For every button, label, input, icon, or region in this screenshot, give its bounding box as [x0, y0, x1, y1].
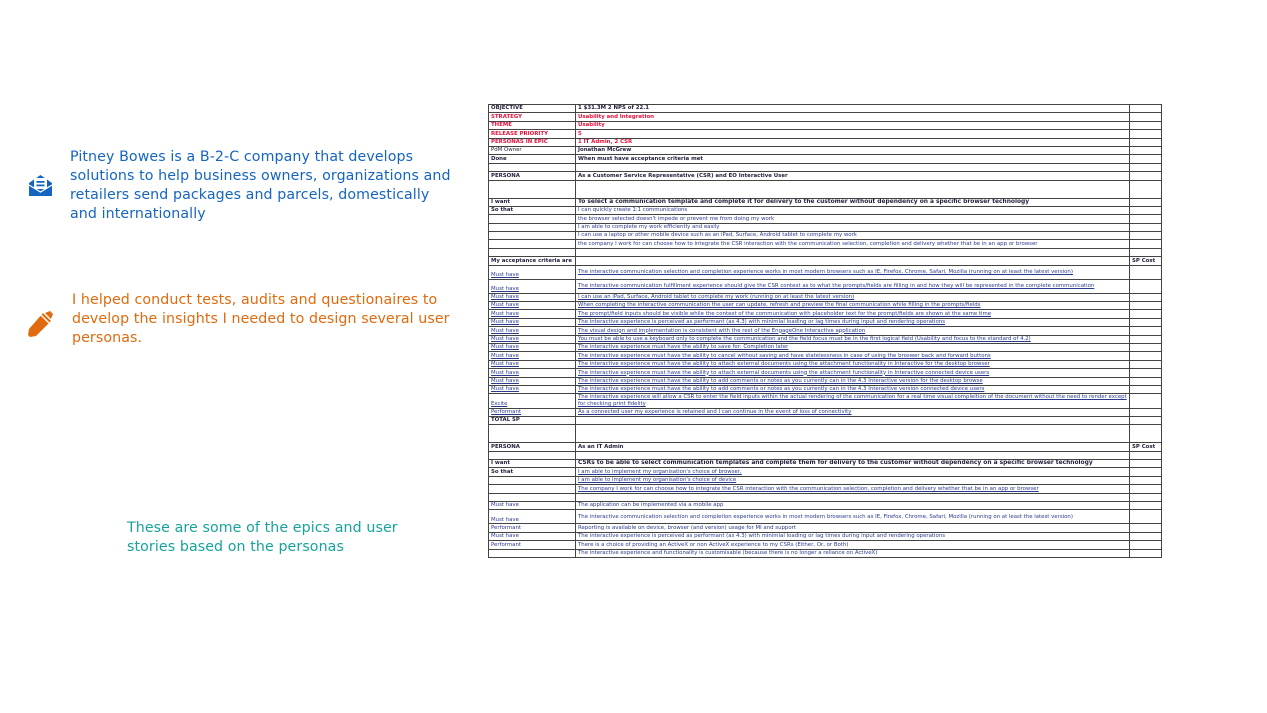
sheet-row-blank [489, 248, 1162, 256]
criteria-priority: Must have [489, 335, 576, 343]
criteria-priority: Must have [489, 327, 576, 335]
sp-cell [1130, 408, 1162, 416]
sheet-row-blank [489, 493, 1162, 501]
empty-cell [576, 493, 1130, 501]
sp-cell [1130, 385, 1162, 393]
empty-cell [576, 257, 1130, 265]
empty-cell [489, 425, 576, 443]
sheet-row-so-that [489, 468, 1162, 476]
criteria-text: The interactive communication selection and completion experience works in most modern browsers such as IE, Firefox, Chrome, Safari, Mozilla (running on at least the latest version) [576, 510, 1130, 524]
sp-cell [1130, 121, 1162, 129]
empty-cell [576, 180, 1130, 198]
sp-cell [1130, 360, 1162, 368]
criteria-priority: Performant [489, 408, 576, 416]
criteria-text: The interactive experience is perceived as performant (as 4.3) with minimial loading or lag times during input and rendering operations [576, 318, 1130, 326]
row-value: Usability [576, 121, 1130, 129]
criteria-text: There is a choice of providing an ActiveX or non ActiveX experience to my CSRs (Either, Or, or Both) [576, 541, 1130, 549]
criteria-row [489, 377, 1162, 385]
sheet-row-criteria-header [489, 257, 1162, 265]
empty-cell [1130, 232, 1162, 240]
empty-cell [489, 451, 576, 459]
empty-cell [576, 451, 1130, 459]
criteria-row [489, 318, 1162, 326]
criteria-row [489, 502, 1162, 510]
sp-cell [1130, 310, 1162, 318]
criteria-text: The interactive communication selection and completion experience works in most modern browsers such as IE, Firefox, Chrome, Safari, Mozilla (running on at least the latest version) [576, 265, 1130, 279]
empty-cell [576, 425, 1130, 443]
empty-cell [489, 493, 576, 501]
empty-cell [1130, 468, 1162, 476]
criteria-row [489, 385, 1162, 393]
row-value: 5 [576, 130, 1130, 138]
empty-cell [489, 485, 576, 493]
criteria-text: When completing the interactive communication the user can update, refresh and preview the final communication while filling in the prompts/fields [576, 302, 1130, 310]
criteria-text: Reporting is available on device, browser (and version) usage for MI and support [576, 524, 1130, 532]
row-label: So that [489, 206, 576, 214]
sheet-row-i-want [489, 198, 1162, 206]
sheet-row-blank [489, 163, 1162, 171]
criteria-row [489, 302, 1162, 310]
sheet-row-so-that [489, 485, 1162, 493]
row-label: OBJECTIVE [489, 105, 576, 113]
criteria-text: The interactive experience will allow a CSR to enter the field inputs within the actual rendering of the communication for a real time visual compleition of the document without the need to render except for checking print fidelity [576, 394, 1130, 408]
want-value: CSRs to be able to select communication templates and complete them for delivery to the customer without dependency on a specific browser technology [576, 460, 1130, 468]
sp-cell [1130, 155, 1162, 163]
criteria-priority: Must have [489, 310, 576, 318]
row-label: THEME [489, 121, 576, 129]
empty-cell [576, 416, 1130, 424]
criteria-text: The interactive experience must have the ability to save for: Completion later [576, 343, 1130, 351]
sp-cell [1130, 510, 1162, 524]
criteria-row [489, 343, 1162, 351]
row-label: PERSONA [489, 443, 576, 451]
criteria-text: The interactive experience is perceived as performant (as 4.3) with minimial loading or lag times during input and rendering operations [576, 532, 1130, 540]
criteria-priority: Must have [489, 318, 576, 326]
sp-cell [1130, 394, 1162, 408]
criteria-text: The interactive experience must have the ability to cancel without saving and have statelessness in case of using the broswer back and forward buttons [576, 352, 1130, 360]
sp-cell [1130, 172, 1162, 180]
criteria-priority [489, 549, 576, 557]
open-envelope-icon [27, 172, 54, 198]
criteria-priority: Must have [489, 510, 576, 524]
sheet-row-release-priority [489, 130, 1162, 138]
so-that-value: I can quickly create 1:1 communications [576, 206, 1130, 214]
criteria-row [489, 394, 1162, 408]
sp-cell [1130, 138, 1162, 146]
sp-cell [1130, 532, 1162, 540]
sp-cell [1130, 146, 1162, 154]
criteria-row [489, 541, 1162, 549]
row-value: 1 IT Admin, 2 CSR [576, 138, 1130, 146]
sp-cell [1130, 524, 1162, 532]
empty-cell [489, 232, 576, 240]
so-that-value: I am able to complete my work efficiently and easily [576, 223, 1130, 231]
criteria-row [489, 510, 1162, 524]
criteria-row [489, 408, 1162, 416]
empty-cell [1130, 425, 1162, 443]
empty-cell [489, 476, 576, 484]
criteria-priority: Must have [489, 385, 576, 393]
criteria-text: I can use an iPad, Surface, Android tablet to complete my work (running on at least the latest version) [576, 293, 1130, 301]
empty-cell [1130, 163, 1162, 171]
sheet-row-personas-in-epic [489, 138, 1162, 146]
sp-cell [1130, 293, 1162, 301]
empty-cell [489, 248, 576, 256]
sheet-row-so-that [489, 223, 1162, 231]
so-that-value: I can use a laptop or other mobile device such as an iPad, Surface, Android tablet to complete my work [576, 232, 1130, 240]
row-label: So that [489, 468, 576, 476]
sheet-row-so-that [489, 240, 1162, 248]
epic-user-story-sheet [488, 104, 1162, 558]
criteria-text: You must be able to use a keyboard only to complete the communication and the field focus must be in the first logical field (Usability and focus to the standard of 4.2) [576, 335, 1130, 343]
sp-cell [1130, 502, 1162, 510]
criteria-priority: Must have [489, 265, 576, 279]
sp-cell [1130, 335, 1162, 343]
criteria-row [489, 360, 1162, 368]
criteria-row [489, 265, 1162, 279]
criteria-row [489, 293, 1162, 301]
criteria-text: The prompt/field inputs should be visible while the context of the communication with placeholder text for the prompt/fields are shown at the same time [576, 310, 1130, 318]
criteria-priority: Must have [489, 352, 576, 360]
row-value: When must have acceptance criteria met [576, 155, 1130, 163]
row-label: RELEASE PRIORITY [489, 130, 576, 138]
criteria-priority: Must have [489, 279, 576, 293]
criteria-priority: Must have [489, 369, 576, 377]
sheet-row-persona [489, 443, 1162, 451]
row-label: My acceptance criteria are [489, 257, 576, 265]
sheet-row-blank [489, 180, 1162, 198]
criteria-text: As a connected user my experience is retained and I can continue in the event of loss of connectivity [576, 408, 1130, 416]
sp-cost-header: SP Cost [1130, 443, 1162, 451]
criteria-text: The interactive experience must have the ability to attach external documents using the attachment functionality in Interactive connected device users [576, 369, 1130, 377]
so-that-value: I am able to implement my organisation's choice of device [576, 476, 1130, 484]
sheet-row-total-sp [489, 416, 1162, 424]
sp-cell [1130, 352, 1162, 360]
sp-cell [1130, 369, 1162, 377]
criteria-priority: Must have [489, 293, 576, 301]
empty-cell [489, 215, 576, 223]
sheet-row-theme [489, 121, 1162, 129]
sp-cell [1130, 343, 1162, 351]
criteria-priority: Performant [489, 541, 576, 549]
epics-caption: These are some of the epics and user stories based on the personas [127, 520, 398, 555]
sp-cell [1130, 105, 1162, 113]
row-label: Done [489, 155, 576, 163]
so-that-value: The company I work for can choose how to integrate the CSR interaction with the communication selection, completion and delivery whether that be in an app or browser [576, 485, 1130, 493]
empty-cell [576, 248, 1130, 256]
sheet-row-done [489, 155, 1162, 163]
sheet-row-persona [489, 172, 1162, 180]
sp-cell [1130, 302, 1162, 310]
sp-cell [1130, 549, 1162, 557]
sp-cell [1130, 327, 1162, 335]
row-label: STRATEGY [489, 113, 576, 121]
criteria-priority: Must have [489, 302, 576, 310]
sp-cell [1130, 265, 1162, 279]
row-label: I want [489, 460, 576, 468]
sp-cell [1130, 279, 1162, 293]
criteria-text: The interactive experience must have the ability to add comments or notes as you currently can in the 4.3 Interactive version connected device users [576, 385, 1130, 393]
empty-cell [489, 223, 576, 231]
criteria-row [489, 352, 1162, 360]
sheet-row-so-that [489, 232, 1162, 240]
company-description: Pitney Bowes is a B-2-C company that develops solutions to help business owners, organizations and retailers send packages and parcels, domestically and internationally [70, 149, 451, 222]
criteria-priority: Must have [489, 377, 576, 385]
row-label: TOTAL SP [489, 416, 576, 424]
criteria-text: The visual design and implementation is consistent with the rest of the EngageOne Interactive application [576, 327, 1130, 335]
criteria-text: The interactive experience must have the ability to add comments or notes as you currently can in the 4.3 Interactive version for the desktop browse [576, 377, 1130, 385]
criteria-row [489, 524, 1162, 532]
sheet-row-objective [489, 105, 1162, 113]
empty-cell [1130, 485, 1162, 493]
row-label: PdM Owner [489, 146, 576, 154]
empty-cell [1130, 248, 1162, 256]
so-that-value: the browser selected doesn't impede or prevent me from doing my work [576, 215, 1130, 223]
so-that-value: the company I work for can choose how to integrate the CSR interaction with the communication selection, completion and delivery whether that be in an app or browser [576, 240, 1130, 248]
sp-cost-header: SP Cost [1130, 257, 1162, 265]
empty-cell [1130, 416, 1162, 424]
criteria-text: The interactive experience and functionality is customisable (because there is no longer a reliance on ActiveX) [576, 549, 1130, 557]
sp-cell [1130, 198, 1162, 206]
criteria-row [489, 549, 1162, 557]
sp-cell [1130, 206, 1162, 214]
criteria-priority: Must have [489, 502, 576, 510]
sp-cell [1130, 130, 1162, 138]
criteria-row [489, 279, 1162, 293]
row-label: I want [489, 198, 576, 206]
row-label: PERSONAS IN EPIC [489, 138, 576, 146]
persona-value: As an IT Admin [576, 443, 1130, 451]
empty-cell [489, 163, 576, 171]
empty-cell [1130, 223, 1162, 231]
sheet-row-so-that [489, 215, 1162, 223]
criteria-priority: Excite [489, 394, 576, 408]
criteria-priority: Must have [489, 360, 576, 368]
sheet-row-blank [489, 451, 1162, 459]
empty-cell [489, 240, 576, 248]
row-value: Usability and Integration [576, 113, 1130, 121]
pen-icon [26, 310, 54, 338]
want-value: To select a communication template and complete it for delivery to the customer without dependency on a specific browser technology [576, 198, 1130, 206]
sheet-row-strategy [489, 113, 1162, 121]
criteria-text: The interactive communication fulfillment experience should give the CSR context as to what the prompts/fields are filling in and how they will be represented in the complete communication [576, 279, 1130, 293]
empty-cell [1130, 460, 1162, 468]
persona-value: As a Customer Service Representative (CSR) and EO Interactive User [576, 172, 1130, 180]
empty-cell [1130, 240, 1162, 248]
sp-cell [1130, 377, 1162, 385]
sheet-row-so-that [489, 206, 1162, 214]
criteria-priority: Must have [489, 532, 576, 540]
sheet-row-pdm-owner [489, 146, 1162, 154]
sp-cell [1130, 318, 1162, 326]
sheet-row-blank [489, 425, 1162, 443]
criteria-text: The interactive experience must have the ability to attach external documents using the attachment functionality in Interactive for the desktop browser [576, 360, 1130, 368]
empty-cell [576, 163, 1130, 171]
criteria-row [489, 532, 1162, 540]
sp-cell [1130, 113, 1162, 121]
row-label: PERSONA [489, 172, 576, 180]
sp-cell [1130, 541, 1162, 549]
empty-cell [489, 180, 576, 198]
empty-cell [1130, 476, 1162, 484]
empty-cell [1130, 215, 1162, 223]
empty-cell [1130, 493, 1162, 501]
empty-cell [1130, 180, 1162, 198]
criteria-row [489, 335, 1162, 343]
criteria-row [489, 310, 1162, 318]
criteria-priority: Must have [489, 343, 576, 351]
sheet-row-i-want [489, 460, 1162, 468]
row-value: 1 $31.3M 2 NPS of 22.1 [576, 105, 1130, 113]
criteria-row [489, 369, 1162, 377]
sheet-row-so-that [489, 476, 1162, 484]
so-that-value: I am able to implement my organisation's choice of browser, [576, 468, 1130, 476]
criteria-row [489, 327, 1162, 335]
criteria-priority: Performant [489, 524, 576, 532]
criteria-text: The application can be implemented via a mobile app [576, 502, 1130, 510]
empty-cell [1130, 451, 1162, 459]
row-value: Jonathan McGrew [576, 146, 1130, 154]
research-description: I helped conduct tests, audits and questionaires to develop the insights I needed to design several user personas. [72, 292, 450, 346]
